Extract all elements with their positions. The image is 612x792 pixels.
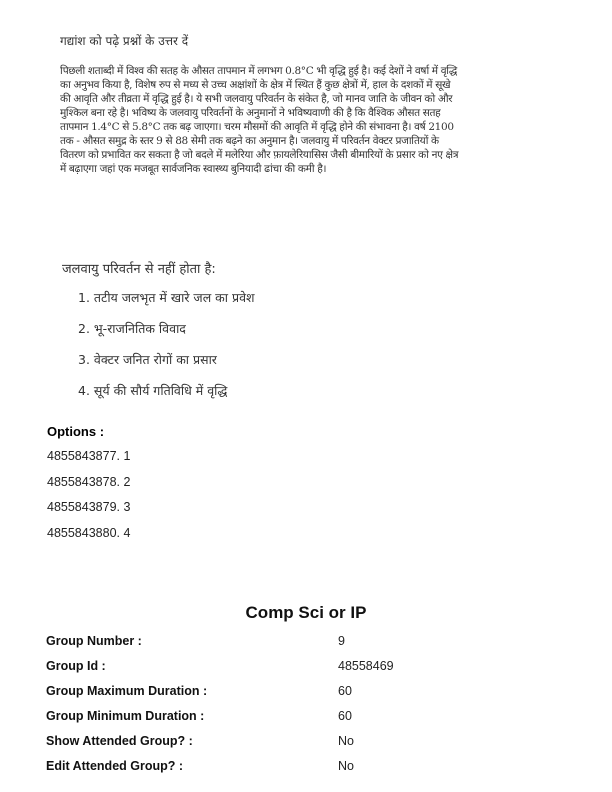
detail-value: 60 (338, 709, 352, 723)
section-title: Comp Sci or IP (245, 603, 367, 622)
detail-row-min-duration (46, 709, 566, 734)
passage-title: गद्यांश को पढ़े प्रश्नों के उत्तर दें (60, 34, 189, 48)
detail-label: Group Id : (46, 659, 106, 673)
choice-item: 1. तटीय जलभृत में खारे जल का प्रवेश (78, 290, 255, 305)
detail-value: No (338, 734, 354, 748)
detail-label: Group Number : (46, 634, 142, 648)
question-text: जलवायु परिवर्तन से नहीं होता है: (62, 262, 216, 277)
detail-label: Edit Attended Group? : (46, 759, 184, 773)
detail-label: Show Attended Group? : (46, 734, 193, 748)
detail-row-edit-attended (46, 759, 566, 784)
detail-row-show-attended (46, 734, 566, 759)
detail-row-group-number (46, 634, 566, 659)
group-details (46, 634, 566, 784)
choice-item: 2. भू-राजनितिक विवाद (78, 321, 186, 336)
options-list (47, 448, 130, 550)
option-item: 4855843877. 1 (47, 449, 131, 463)
option-item: 4855843878. 2 (47, 474, 131, 489)
detail-value: 60 (338, 684, 352, 698)
detail-row-group-id (46, 659, 566, 684)
detail-row-max-duration (46, 684, 566, 709)
detail-value: No (338, 759, 354, 773)
detail-value: 48558469 (338, 659, 394, 673)
detail-value: 9 (338, 634, 345, 648)
choice-item: 4. सूर्य की सौर्य गतिविधि में वृद्धि (78, 383, 228, 398)
option-item: 4855843879. 3 (47, 500, 131, 514)
choice-item: 3. वेक्टर जनित रोगों का प्रसार (78, 352, 217, 367)
option-item: 4855843880. 4 (47, 525, 131, 540)
passage-text: पिछली शताब्दी में विश्व की सतह के औसत तापमान में लगभग 0.8°C भी वृद्धि हुई है। कई देशों ने वर्षा में वृद्धि का अनुभव किया है, विशेष रुप से मध्य से उच्च अक्षांशों के क्षेत्र में स्थित हैं कुछ क्षेत्रों में, हाल के दशकों में सूखे की आवृति और तीव्रता में वृद्धि हुई है। ये सभी जलवायु परिवर्तन के संकेत है, जो मानव जाति के जीवन को और मुश्किल बना रहे है। भविष्य के जलवायु परिवर्तनों के अनुमानों ने भविष्यवाणी की है कि वैश्विक औसत सतह तापमान 1.4°C से 5.8°C तक बढ़ जाएगा। चरम मौसमों की आवृति में वृद्धि होने की संभावना है। वर्ष 2100 तक - औसत समुद्र के स्तर 9 से 88 सेमी तक बढ़ने का अनुमान है। जलवायु में परिवर्तन वेक्टर प्रजातियों के वितरण को प्रभावित कर सकता है जो बदले में मलेरिया और फ़ायलेरियासिस जैसी बीमारियों के प्रसार को नए क्षेत्र में बढ़ाएगा जहां एक मजबूत सार्वजनिक स्वास्थ्य बुनियादी ढांचा की कमी है। (60, 65, 459, 175)
options-label: Options : (47, 424, 105, 439)
detail-label: Group Minimum Duration : (46, 709, 205, 723)
detail-label: Group Maximum Duration : (46, 684, 208, 698)
answer-choices (78, 289, 255, 413)
